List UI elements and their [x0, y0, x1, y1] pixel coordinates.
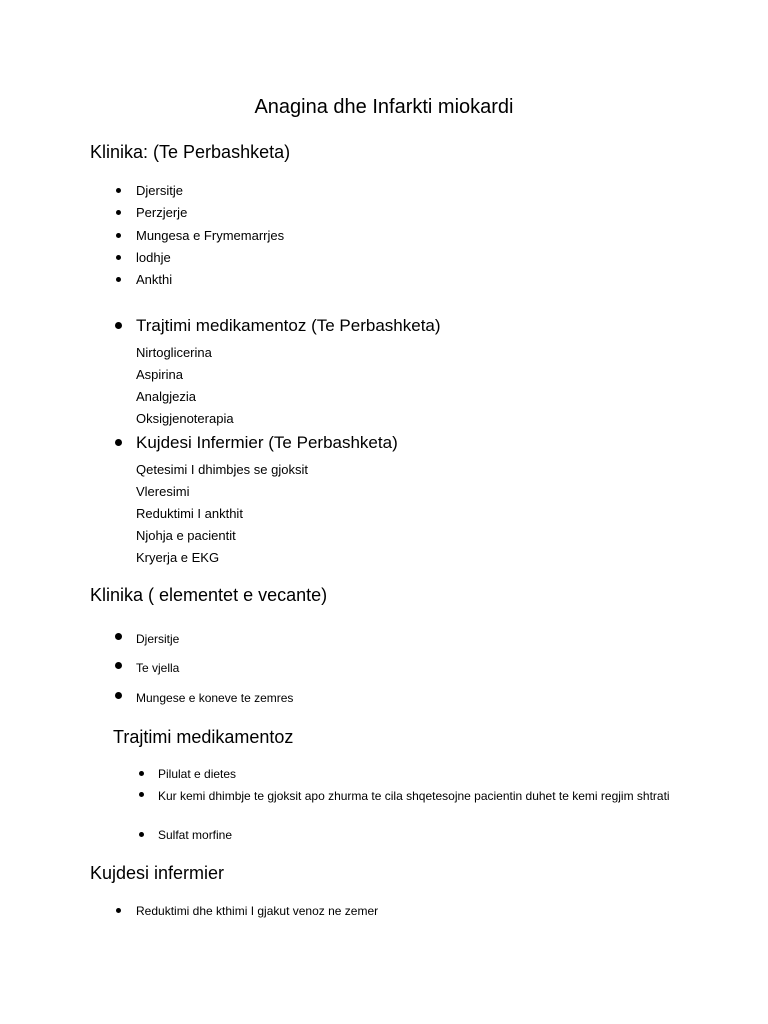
list-item: Vleresimi [136, 484, 190, 499]
list-item: Nirtoglicerina [136, 345, 212, 360]
document-title: Anagina dhe Infarkti miokardi [254, 96, 514, 118]
list-item: Reduktimi I ankthit [136, 506, 243, 521]
section-heading-kujdesi-2: Kujdesi infermier [90, 863, 225, 883]
list-item: Perzjerje [136, 205, 188, 220]
bullet-icon [116, 255, 121, 260]
list-item: Analgjezia [136, 389, 196, 404]
section-heading-klinika-vecante: Klinika ( elementet e vecante) [90, 585, 328, 605]
list-item: Djersitje [136, 632, 180, 646]
list-item: Mungesa e Frymemarrjes [136, 228, 285, 243]
bullet-icon [115, 322, 122, 329]
list-item: Reduktimi dhe kthimi I gjakut venoz ne zemer [136, 904, 379, 918]
list-item: Djersitje [136, 183, 183, 198]
list-item: Njohja e pacientit [136, 528, 236, 543]
bullet-icon [139, 832, 144, 837]
bullet-icon [139, 771, 144, 776]
bullet-icon [116, 277, 121, 282]
bullet-icon [116, 908, 121, 913]
bullet-icon [115, 439, 122, 446]
bullet-icon [115, 692, 122, 699]
section-heading-kujdesi: Kujdesi Infermier (Te Perbashketa) [136, 433, 398, 452]
list-item: Mungese e koneve te zemres [136, 691, 294, 705]
list-item: Pilulat e dietes [158, 767, 237, 781]
bullet-icon [116, 233, 121, 238]
list-item: lodhje [136, 250, 171, 265]
list-item: Qetesimi I dhimbjes se gjoksit [136, 462, 308, 477]
bullet-icon [115, 662, 122, 669]
list-item: Kryerja e EKG [136, 550, 220, 565]
list-item: Ankthi [136, 272, 173, 287]
section-heading-klinika: Klinika: (Te Perbashketa) [90, 142, 291, 162]
bullet-icon [115, 633, 122, 640]
bullet-icon [116, 188, 121, 193]
section-heading-trajtimi: Trajtimi medikamentoz (Te Perbashketa) [136, 316, 441, 335]
list-item: Aspirina [136, 367, 183, 382]
section-heading-trajtimi-2: Trajtimi medikamentoz [113, 727, 294, 747]
bullet-icon [116, 210, 121, 215]
list-item: Te vjella [136, 661, 180, 675]
bullet-icon [139, 792, 144, 797]
list-item: Sulfat morfine [158, 828, 233, 842]
list-item: Oksigjenoterapia [136, 411, 234, 426]
list-item: Kur kemi dhimbje te gjoksit apo zhurma te cila shqetesojne pacientin duhet te kemi regjim shtrati [158, 789, 670, 803]
